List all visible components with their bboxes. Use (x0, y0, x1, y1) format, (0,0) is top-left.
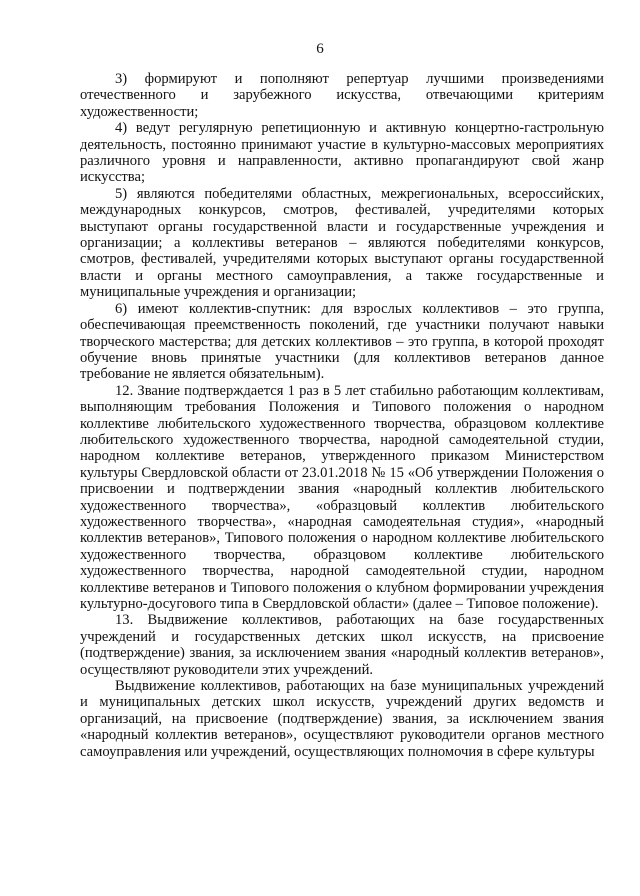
paragraph-item-4: 4) ведут регулярную репетиционную и активную концертно-гастрольную деятельность, постоянно принимают участие в культурно-массовых мероприятиях различного уровня и направленности, активно пропагандируют свой жанр искусства; (80, 120, 604, 186)
paragraph-clause-13: 13. Выдвижение коллективов, работающих на базе государственных учреждений и государственных детских школ искусств, на присвоение (подтверждение) звания, за исключением звания «народный коллектив ветеранов», осуществляют руководители этих учреждений. (80, 612, 604, 678)
document-body (80, 71, 604, 760)
paragraph-item-3: 3) формируют и пополняют репертуар лучшими произведениями отечественного и зарубежного искусства, отвечающими критериям художественности; (80, 71, 604, 120)
paragraph-item-6: 6) имеют коллектив-спутник: для взрослых коллективов – это группа, обеспечивающая преемственность поколений, где участники получают навыки творческого мастерства; для детских коллективов – это группа, в которой проходят обучение вновь принятые участники (для коллективов ветеранов данное требование не является обязательным). (80, 300, 604, 383)
paragraph-clause-12: 12. Звание подтверждается 1 раз в 5 лет стабильно работающим коллективам, выполняющим требования Положения и Типового положения о народном коллективе любительского художественного творчества, образцовом коллективе любительского художественного творчества, народной самодеятельной студии, народном коллективе ветеранов, утвержденного приказом Министерством культуры Свердловской области от 23.01.2018 № 15 «Об утверждении Положения о присвоении и подтверждении звания «народный коллектив любительского художественного творчества», «образцовый коллектив любительского художественного творчества», «народная самодеятельная студия», «народный коллектив ветеранов», Типового положения о народном коллективе любительского художественного творчества, образцовом коллективе любительского художественного творчества, народной самодеятельной студии, народном коллективе ветеранов и Типового положения о клубном формировании учреждения культурно-досугового типа в Свердловской области» (далее – Типовое положение). (80, 382, 604, 612)
paragraph-clause-13-continued: Выдвижение коллективов, работающих на базе муниципальных учреждений и муниципальных детских школ искусств, учреждений других ведомств и организаций, на присвоение (подтверждение) звания, за исключением звания «народный коллектив ветеранов», осуществляют руководители органов местного самоуправления или учреждений, осуществляющих полномочия в сфере культуры (80, 678, 604, 760)
page-number: 6 (316, 41, 324, 57)
paragraph-item-5: 5) являются победителями областных, межрегиональных, всероссийских, международных конкурсов, смотров, фестивалей, учредителями которых выступают органы государственной власти и государственные учреждения и организации; а коллективы ветеранов – являются победителями конкурсов, смотров, фестивалей, учредителями которых выступают органы государственной власти и органы местного самоуправления, а также государственные и муниципальные учреждения и организации; (80, 185, 604, 301)
